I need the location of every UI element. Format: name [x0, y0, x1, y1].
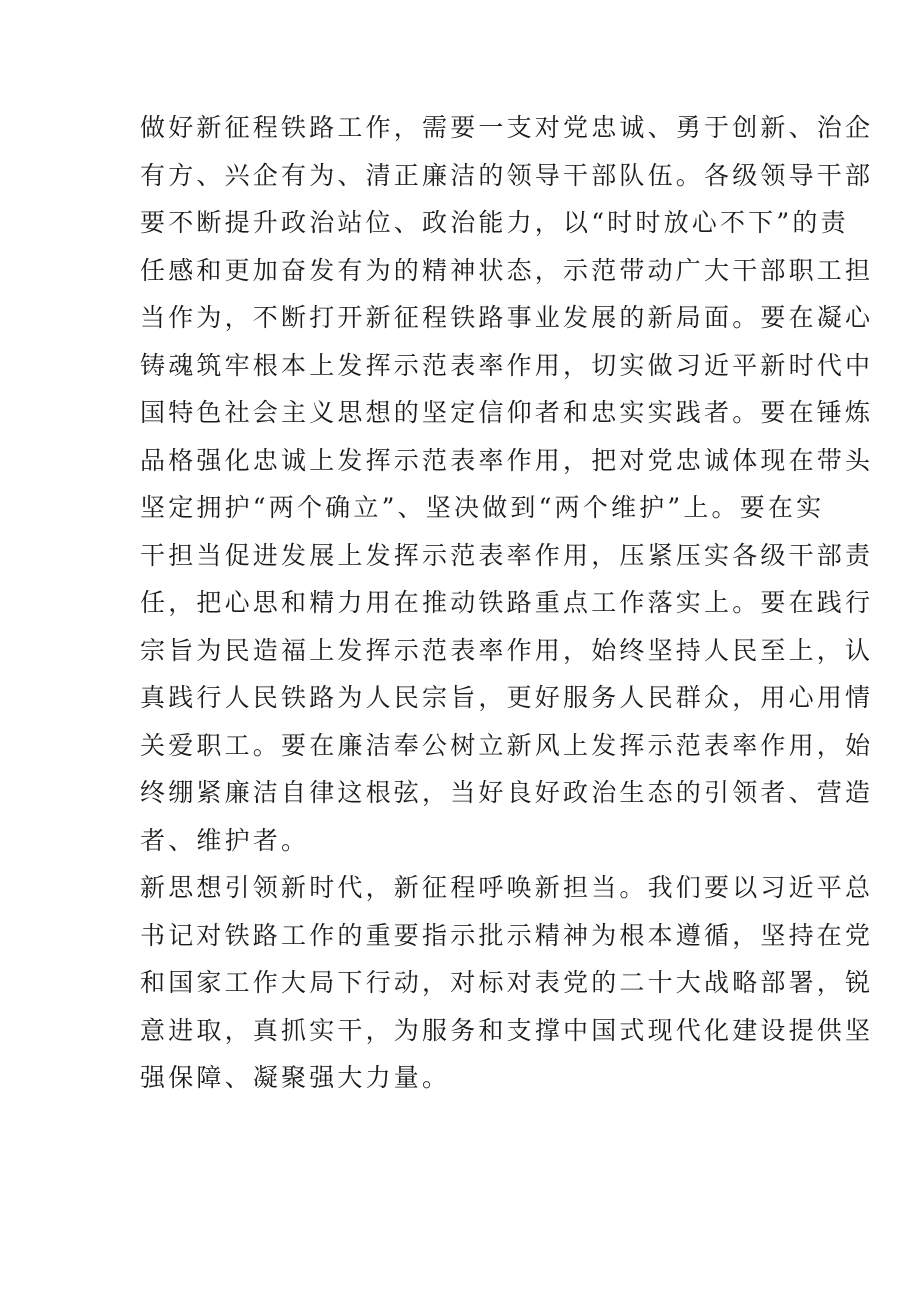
paragraph-2 [140, 864, 874, 1102]
text-line: 关爱职工。要在廉洁奉公树立新风上发挥示范表率作用，始 [140, 730, 874, 760]
text-line: 任感和更加奋发有为的精神状态，示范带动广大干部职工担 [140, 255, 874, 285]
text-line: 做好新征程铁路工作，需要一支对党忠诚、勇于创新、治企 [140, 113, 874, 142]
text-line: 品格强化忠诚上发挥示范表率作用，把对党忠诚体现在带头 [140, 445, 874, 475]
text-line: 铸魂筑牢根本上发挥示范表率作用，切实做习近平新时代中 [140, 350, 874, 380]
text-line: 任，把心思和精力用在推动铁路重点工作落实上。要在践行 [140, 588, 874, 617]
document-body [140, 104, 874, 1102]
text-line: 宗旨为民造福上发挥示范表率作用，始终坚持人民至上，认 [140, 635, 874, 665]
text-line: 真践行人民铁路为人民宗旨，更好服务人民群众，用心用情 [140, 683, 874, 712]
text-line: 当作为，不断打开新征程铁路事业发展的新局面。要在凝心 [140, 303, 874, 332]
text-line: 者、维护者。 [140, 825, 310, 855]
text-line: 意进取，真抓实干，为服务和支撑中国式现代化建设提供坚 [140, 1015, 874, 1045]
text-line: 强保障、凝聚强大力量。 [140, 1063, 451, 1092]
text-line: 终绷紧廉洁自律这根弦，当好良好政治生态的引领者、营造 [140, 778, 874, 807]
text-line: 新思想引领新时代，新征程呼唤新担当。我们要以习近平总 [140, 873, 874, 902]
paragraph-1 [140, 104, 874, 864]
text-line: 干担当促进发展上发挥示范表率作用，压紧压实各级干部责 [140, 540, 874, 570]
text-line: 和国家工作大局下行动，对标对表党的二十大战略部署，锐 [140, 968, 874, 997]
text-line: 国特色社会主义思想的坚定信仰者和忠实实践者。要在锤炼 [140, 398, 874, 427]
text-line: 坚定拥护“两个确立”、坚决做到“两个维护”上。要在实 [140, 493, 825, 522]
text-line: 要不断提升政治站位、政治能力，以“时时放心不下”的责 [140, 208, 849, 237]
text-line: 有方、兴企有为、清正廉洁的领导干部队伍。各级领导干部 [140, 160, 874, 190]
text-line: 书记对铁路工作的重要指示批示精神为根本遵循，坚持在党 [140, 920, 874, 950]
